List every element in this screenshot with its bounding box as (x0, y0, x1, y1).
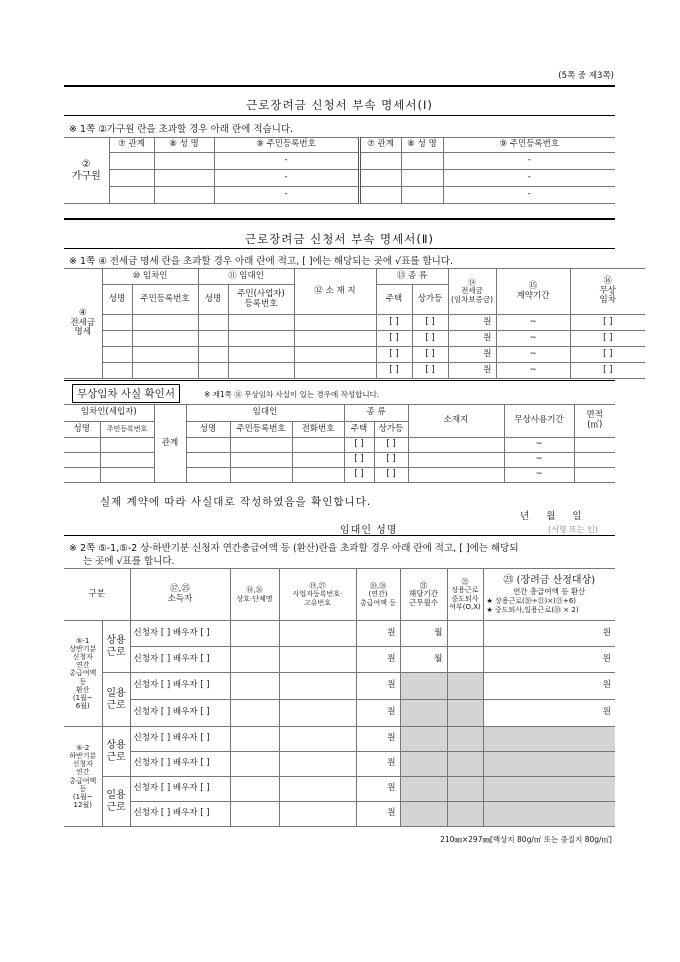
col-type: ⑬ 종 류 (376, 269, 448, 285)
free-lease-checkbox[interactable]: [ ] (570, 315, 645, 331)
name-input[interactable] (401, 153, 443, 170)
regular-label: 상용 근로 (102, 621, 130, 673)
location-input[interactable] (294, 331, 376, 347)
lessee-rrn-input[interactable] (132, 331, 198, 347)
total-pay-input[interactable]: 원 (356, 647, 400, 673)
col-period: 무상사용기간 (504, 405, 574, 438)
lessee-name-input[interactable] (64, 438, 100, 453)
regular-label: 상용 근로 (102, 727, 130, 777)
col-lessee-name: 성명 (102, 285, 132, 315)
col-months: ㉑ 해당기간 근무월수 (400, 569, 447, 621)
total-pay-input[interactable]: 원 (356, 777, 400, 802)
sheet2-title: 근로장려금 신청서 부속 명세서(Ⅱ) (244, 232, 434, 246)
shop-checkbox[interactable]: [ ] (374, 453, 408, 468)
lessee-name-input[interactable] (102, 363, 132, 379)
free-lease-table (64, 404, 615, 483)
disabled-cell (483, 752, 615, 777)
area-input[interactable] (574, 453, 615, 468)
col-house: 주택 (344, 422, 374, 438)
col-name-2: ⑧ 성 명 (401, 138, 443, 153)
name-input[interactable] (401, 170, 443, 187)
disabled-cell (400, 802, 447, 827)
lessor-name-input[interactable] (198, 315, 228, 331)
household-member-table (64, 137, 615, 204)
total-pay-input[interactable]: 원 (356, 802, 400, 827)
annualized-input[interactable]: 원 (483, 647, 615, 673)
resign-input[interactable] (447, 621, 483, 647)
shop-checkbox[interactable]: [ ] (412, 331, 448, 347)
lessee-rrn-input[interactable] (100, 453, 154, 468)
applicant-checkbox[interactable]: 신청자 [ ] 배우자 [ ] (130, 752, 230, 777)
company-input[interactable] (230, 700, 279, 727)
deposit-table (64, 268, 645, 379)
company-input[interactable] (230, 752, 279, 777)
divider (64, 115, 615, 116)
rrn-dash: - (284, 189, 288, 200)
company-input[interactable] (230, 802, 279, 827)
rrn-input[interactable] (214, 187, 359, 204)
rrn-input[interactable] (443, 187, 615, 204)
col-period: ⑮ 계약기간 (496, 269, 570, 315)
disabled-cell (447, 673, 483, 700)
disabled-cell (447, 752, 483, 777)
period-input[interactable]: ~ (496, 331, 570, 347)
period-input[interactable]: ~ (504, 438, 574, 453)
col-lessor-rrn: 주민등록번호 (230, 422, 292, 438)
shop-checkbox[interactable]: [ ] (374, 438, 408, 453)
lessor-rrn-input[interactable] (228, 363, 294, 379)
first-half-label: ⑤-1 상반기분 신청자 연간 총급여액 등 환산 (1월~ 6월) (64, 621, 102, 727)
company-input[interactable] (230, 727, 279, 752)
total-pay-input[interactable]: 원 (356, 752, 400, 777)
sheet3-note-line2: 는 곳에 √표를 합니다. (83, 556, 175, 567)
disabled-cell (400, 700, 447, 727)
income-table (64, 568, 615, 827)
shop-checkbox[interactable]: [ ] (412, 347, 448, 363)
date-fields[interactable]: 년 월 일 (520, 511, 582, 522)
col-area: 면적 (㎡) (574, 405, 615, 438)
lessee-rrn-input[interactable] (100, 468, 154, 483)
shop-checkbox[interactable]: [ ] (374, 468, 408, 483)
total-pay-input[interactable]: 원 (356, 727, 400, 752)
applicant-checkbox[interactable]: 신청자 [ ] 배우자 [ ] (130, 621, 230, 647)
rrn-input[interactable] (214, 170, 359, 187)
name-input[interactable] (401, 187, 443, 204)
col-total-pay: ⑳,㉘ (연간) 총급여액 등 (356, 569, 400, 621)
business-no-input[interactable] (279, 727, 356, 752)
disabled-cell (400, 752, 447, 777)
lessor-name-input[interactable] (198, 363, 228, 379)
sheet1-note: ※ 1쪽 ②가구원 란을 초과할 경우 아래 란에 적습니다. (69, 124, 294, 135)
business-no-input[interactable] (279, 752, 356, 777)
col-lessee-rrn: 주민등록번호 (132, 285, 198, 315)
col-lessee: 임차인(세입자) (64, 405, 154, 422)
free-lease-checkbox[interactable]: [ ] (570, 331, 645, 347)
lessor-rrn-input[interactable] (230, 453, 292, 468)
annualized-star1: ★ 상용근로(⑳÷㉑)×(㉑+6) (486, 596, 577, 605)
col-lessor: 임대인 (186, 405, 344, 422)
lessor-rrn-input[interactable] (230, 438, 292, 453)
disabled-cell (483, 777, 615, 802)
shop-checkbox[interactable]: [ ] (412, 363, 448, 379)
sheet2-note: ※ 1쪽 ④ 전세금 명세 란을 초과할 경우 아래 란에 적고, [ ]에는 해당되는 곳에 √표를 합니다. (69, 256, 454, 267)
disabled-cell (483, 802, 615, 827)
lessee-name-input[interactable] (102, 331, 132, 347)
lessor-rrn-input[interactable] (230, 468, 292, 483)
business-no-input[interactable] (279, 673, 356, 700)
free-lease-checkbox[interactable]: [ ] (570, 363, 645, 379)
rrn-input[interactable] (443, 170, 615, 187)
annualized-title: ㉓ (장려금 산정대상) (503, 575, 596, 587)
col-shop: 상가등 (412, 285, 448, 315)
col-annualized (483, 569, 615, 621)
daily-label: 일용 근로 (102, 673, 130, 727)
col-company: ⑱,㉖ 상호·단체명 (230, 569, 279, 621)
divider (64, 535, 615, 536)
rrn-dash: - (527, 189, 531, 200)
location-input[interactable] (408, 438, 504, 453)
lessor-name-input[interactable] (186, 468, 230, 483)
phone-input[interactable] (292, 453, 344, 468)
lessee-name-input[interactable] (102, 315, 132, 331)
divider (64, 248, 615, 249)
lessor-rrn-input[interactable] (228, 315, 294, 331)
business-no-input[interactable] (279, 621, 356, 647)
free-lease-note: ※ 제1쪽 ⑯ 무상임차 사실이 있는 경우에 작성합니다. (204, 390, 380, 399)
disabled-cell (483, 727, 615, 752)
col-lessee-name: 성명 (64, 422, 100, 438)
top-border (64, 85, 615, 87)
col-deposit: ⑭ 전세금 (임차보증금) (448, 269, 496, 315)
applicant-checkbox[interactable]: 신청자 [ ] 배우자 [ ] (130, 802, 230, 827)
house-checkbox[interactable]: [ ] (344, 438, 374, 453)
period-input[interactable]: ~ (496, 363, 570, 379)
disabled-cell (447, 700, 483, 727)
annualized-input[interactable]: 원 (483, 673, 615, 700)
sheet1-title: 근로장려금 신청서 부속 명세서(Ⅰ) (246, 98, 433, 112)
rrn-dash: - (527, 172, 531, 183)
phone-input[interactable] (292, 468, 344, 483)
col-location: ⑫ 소 재 지 (294, 269, 376, 315)
disabled-cell (400, 777, 447, 802)
annualized-sub: 연간 총급여액 등 환산 (513, 587, 586, 597)
lessor-name-label: 임대인 성명 (340, 525, 398, 536)
confirm-statement: 실제 계약에 따라 사실대로 작성하였음을 확인합니다. (100, 496, 372, 508)
resign-input[interactable] (447, 647, 483, 673)
shop-checkbox[interactable]: [ ] (412, 315, 448, 331)
annualized-input[interactable]: 원 (483, 621, 615, 647)
col-shop: 상가등 (374, 422, 408, 438)
lessor-name-input[interactable] (198, 347, 228, 363)
lessee-name-input[interactable] (64, 468, 100, 483)
divider (64, 380, 615, 381)
company-input[interactable] (230, 647, 279, 673)
company-input[interactable] (230, 621, 279, 647)
company-input[interactable] (230, 777, 279, 802)
disabled-cell (447, 777, 483, 802)
total-pay-input[interactable]: 원 (356, 621, 400, 647)
col-lessor-rrn: 주민(사업자) 등록번호 (228, 285, 294, 315)
sheet3-note-line1: ※ 2쪽 ⑤-1,⑤-2 상·하반기분 신청자 연간총급여액 등 (환산)란을 초과할 경우 아래 란에 적고, [ ]에는 해당되 (69, 543, 519, 554)
disabled-cell (447, 727, 483, 752)
col-relation: 관계 (154, 405, 186, 483)
name-input[interactable] (154, 187, 214, 204)
lessee-rrn-input[interactable] (100, 438, 154, 453)
location-input[interactable] (408, 453, 504, 468)
location-input[interactable] (294, 347, 376, 363)
relation-input[interactable] (109, 153, 154, 170)
col-type: 종 류 (344, 405, 408, 422)
rrn-dash: - (284, 172, 288, 183)
house-checkbox[interactable]: [ ] (344, 468, 374, 483)
col-free-lease: ⑯ 무상 임차 (570, 269, 645, 315)
applicant-checkbox[interactable]: 신청자 [ ] 배우자 [ ] (130, 727, 230, 752)
location-input[interactable] (408, 468, 504, 483)
disabled-cell (400, 727, 447, 752)
house-checkbox[interactable]: [ ] (376, 363, 412, 379)
applicant-checkbox[interactable]: 신청자 [ ] 배우자 [ ] (130, 777, 230, 802)
lessee-rrn-input[interactable] (132, 315, 198, 331)
lessee-rrn-input[interactable] (132, 363, 198, 379)
deposit-input[interactable]: 원 (448, 363, 496, 379)
col-relation-2: ⑦ 관계 (359, 138, 401, 153)
col-lessor-name: 성명 (186, 422, 230, 438)
col-house: 주택 (376, 285, 412, 315)
total-pay-input[interactable]: 원 (356, 700, 400, 727)
page-number: (5쪽 중 제3쪽) (558, 71, 614, 81)
second-half-label: ⑤-2 하반기분 신청자 연간 총급여액 등 (1월~ 12월) (64, 727, 102, 827)
disabled-cell (447, 802, 483, 827)
paper-spec: 210㎜×297㎜[백상지 80g/㎡ 또는 중질지 80g/㎡] (440, 835, 612, 844)
lessor-name-input[interactable] (186, 438, 230, 453)
col-relation: ⑦ 관계 (109, 138, 154, 153)
deposit-input[interactable]: 원 (448, 331, 496, 347)
business-no-input[interactable] (279, 802, 356, 827)
area-input[interactable] (574, 468, 615, 483)
col-lessee-rrn: 주민등록번호 (100, 422, 154, 438)
col-lessor: ⑪ 임대인 (198, 269, 294, 285)
rrn-dash: - (284, 155, 288, 166)
section-border (64, 218, 615, 220)
relation-input[interactable] (109, 187, 154, 204)
rrn-input[interactable] (214, 153, 359, 170)
total-pay-input[interactable]: 원 (356, 673, 400, 700)
rrn-input[interactable] (443, 153, 615, 170)
area-input[interactable] (574, 438, 615, 453)
rrn-dash: - (527, 155, 531, 166)
lessor-name-input[interactable] (198, 331, 228, 347)
col-earner: ⑰,㉕ 소득자 (130, 569, 230, 621)
house-checkbox[interactable]: [ ] (344, 453, 374, 468)
relation-input[interactable] (359, 153, 401, 170)
free-lease-checkbox[interactable]: [ ] (570, 347, 645, 363)
relation-input[interactable] (359, 170, 401, 187)
col-phone: 전화번호 (292, 422, 344, 438)
location-input[interactable] (294, 315, 376, 331)
location-input[interactable] (294, 363, 376, 379)
house-checkbox[interactable]: [ ] (376, 347, 412, 363)
company-input[interactable] (230, 673, 279, 700)
applicant-checkbox[interactable]: 신청자 [ ] 배우자 [ ] (130, 673, 230, 700)
col-location: 소재지 (408, 405, 504, 438)
applicant-checkbox[interactable]: 신청자 [ ] 배우자 [ ] (130, 647, 230, 673)
house-checkbox[interactable]: [ ] (376, 315, 412, 331)
annualized-star2: ★ 중도퇴사,일용근로(⑳ × 2) (486, 605, 579, 614)
col-division: 구분 (64, 569, 130, 621)
period-input[interactable]: ~ (496, 347, 570, 363)
household-label: ② 가구원 (64, 138, 109, 204)
period-input[interactable]: ~ (496, 315, 570, 331)
daily-label: 일용 근로 (102, 777, 130, 827)
free-lease-box-title: 무상임차 사실 확인서 (72, 384, 180, 403)
applicant-checkbox[interactable]: 신청자 [ ] 배우자 [ ] (130, 700, 230, 727)
business-no-input[interactable] (279, 700, 356, 727)
lessee-name-input[interactable] (102, 347, 132, 363)
business-no-input[interactable] (279, 647, 356, 673)
relation-input[interactable] (359, 187, 401, 204)
business-no-input[interactable] (279, 777, 356, 802)
col-lessee: ⑩ 임차인 (102, 269, 198, 285)
col-resign: ㉒ 상용근로 중도퇴사 여부(O,X) (447, 569, 483, 621)
lessor-rrn-input[interactable] (228, 331, 294, 347)
months-input[interactable]: 월 (400, 621, 447, 647)
lessee-rrn-input[interactable] (132, 347, 198, 363)
signature-hint: (서명 또는 인) (548, 525, 598, 534)
disabled-cell (400, 673, 447, 700)
period-input[interactable]: ~ (504, 468, 574, 483)
deposit-input[interactable]: 원 (448, 315, 496, 331)
name-input[interactable] (154, 153, 214, 170)
col-lessor-name: 성명 (198, 285, 228, 315)
deposit-input[interactable]: 원 (448, 347, 496, 363)
col-rrn: ⑨ 주민등록번호 (214, 138, 359, 153)
lessor-name-input[interactable] (186, 453, 230, 468)
phone-input[interactable] (292, 438, 344, 453)
house-checkbox[interactable]: [ ] (376, 331, 412, 347)
lessee-name-input[interactable] (64, 453, 100, 468)
name-input[interactable] (154, 170, 214, 187)
col-business-no: ⑲,㉗ 사업자등록번호· 고유번호 (279, 569, 356, 621)
relation-input[interactable] (109, 170, 154, 187)
annualized-input[interactable]: 원 (483, 700, 615, 727)
col-name: ⑧ 성 명 (154, 138, 214, 153)
deposit-label: ④ 전세금 명세 (64, 269, 102, 379)
period-input[interactable]: ~ (504, 453, 574, 468)
col-rrn-2: ⑨ 주민등록번호 (443, 138, 615, 153)
lessor-rrn-input[interactable] (228, 347, 294, 363)
months-input[interactable]: 월 (400, 647, 447, 673)
